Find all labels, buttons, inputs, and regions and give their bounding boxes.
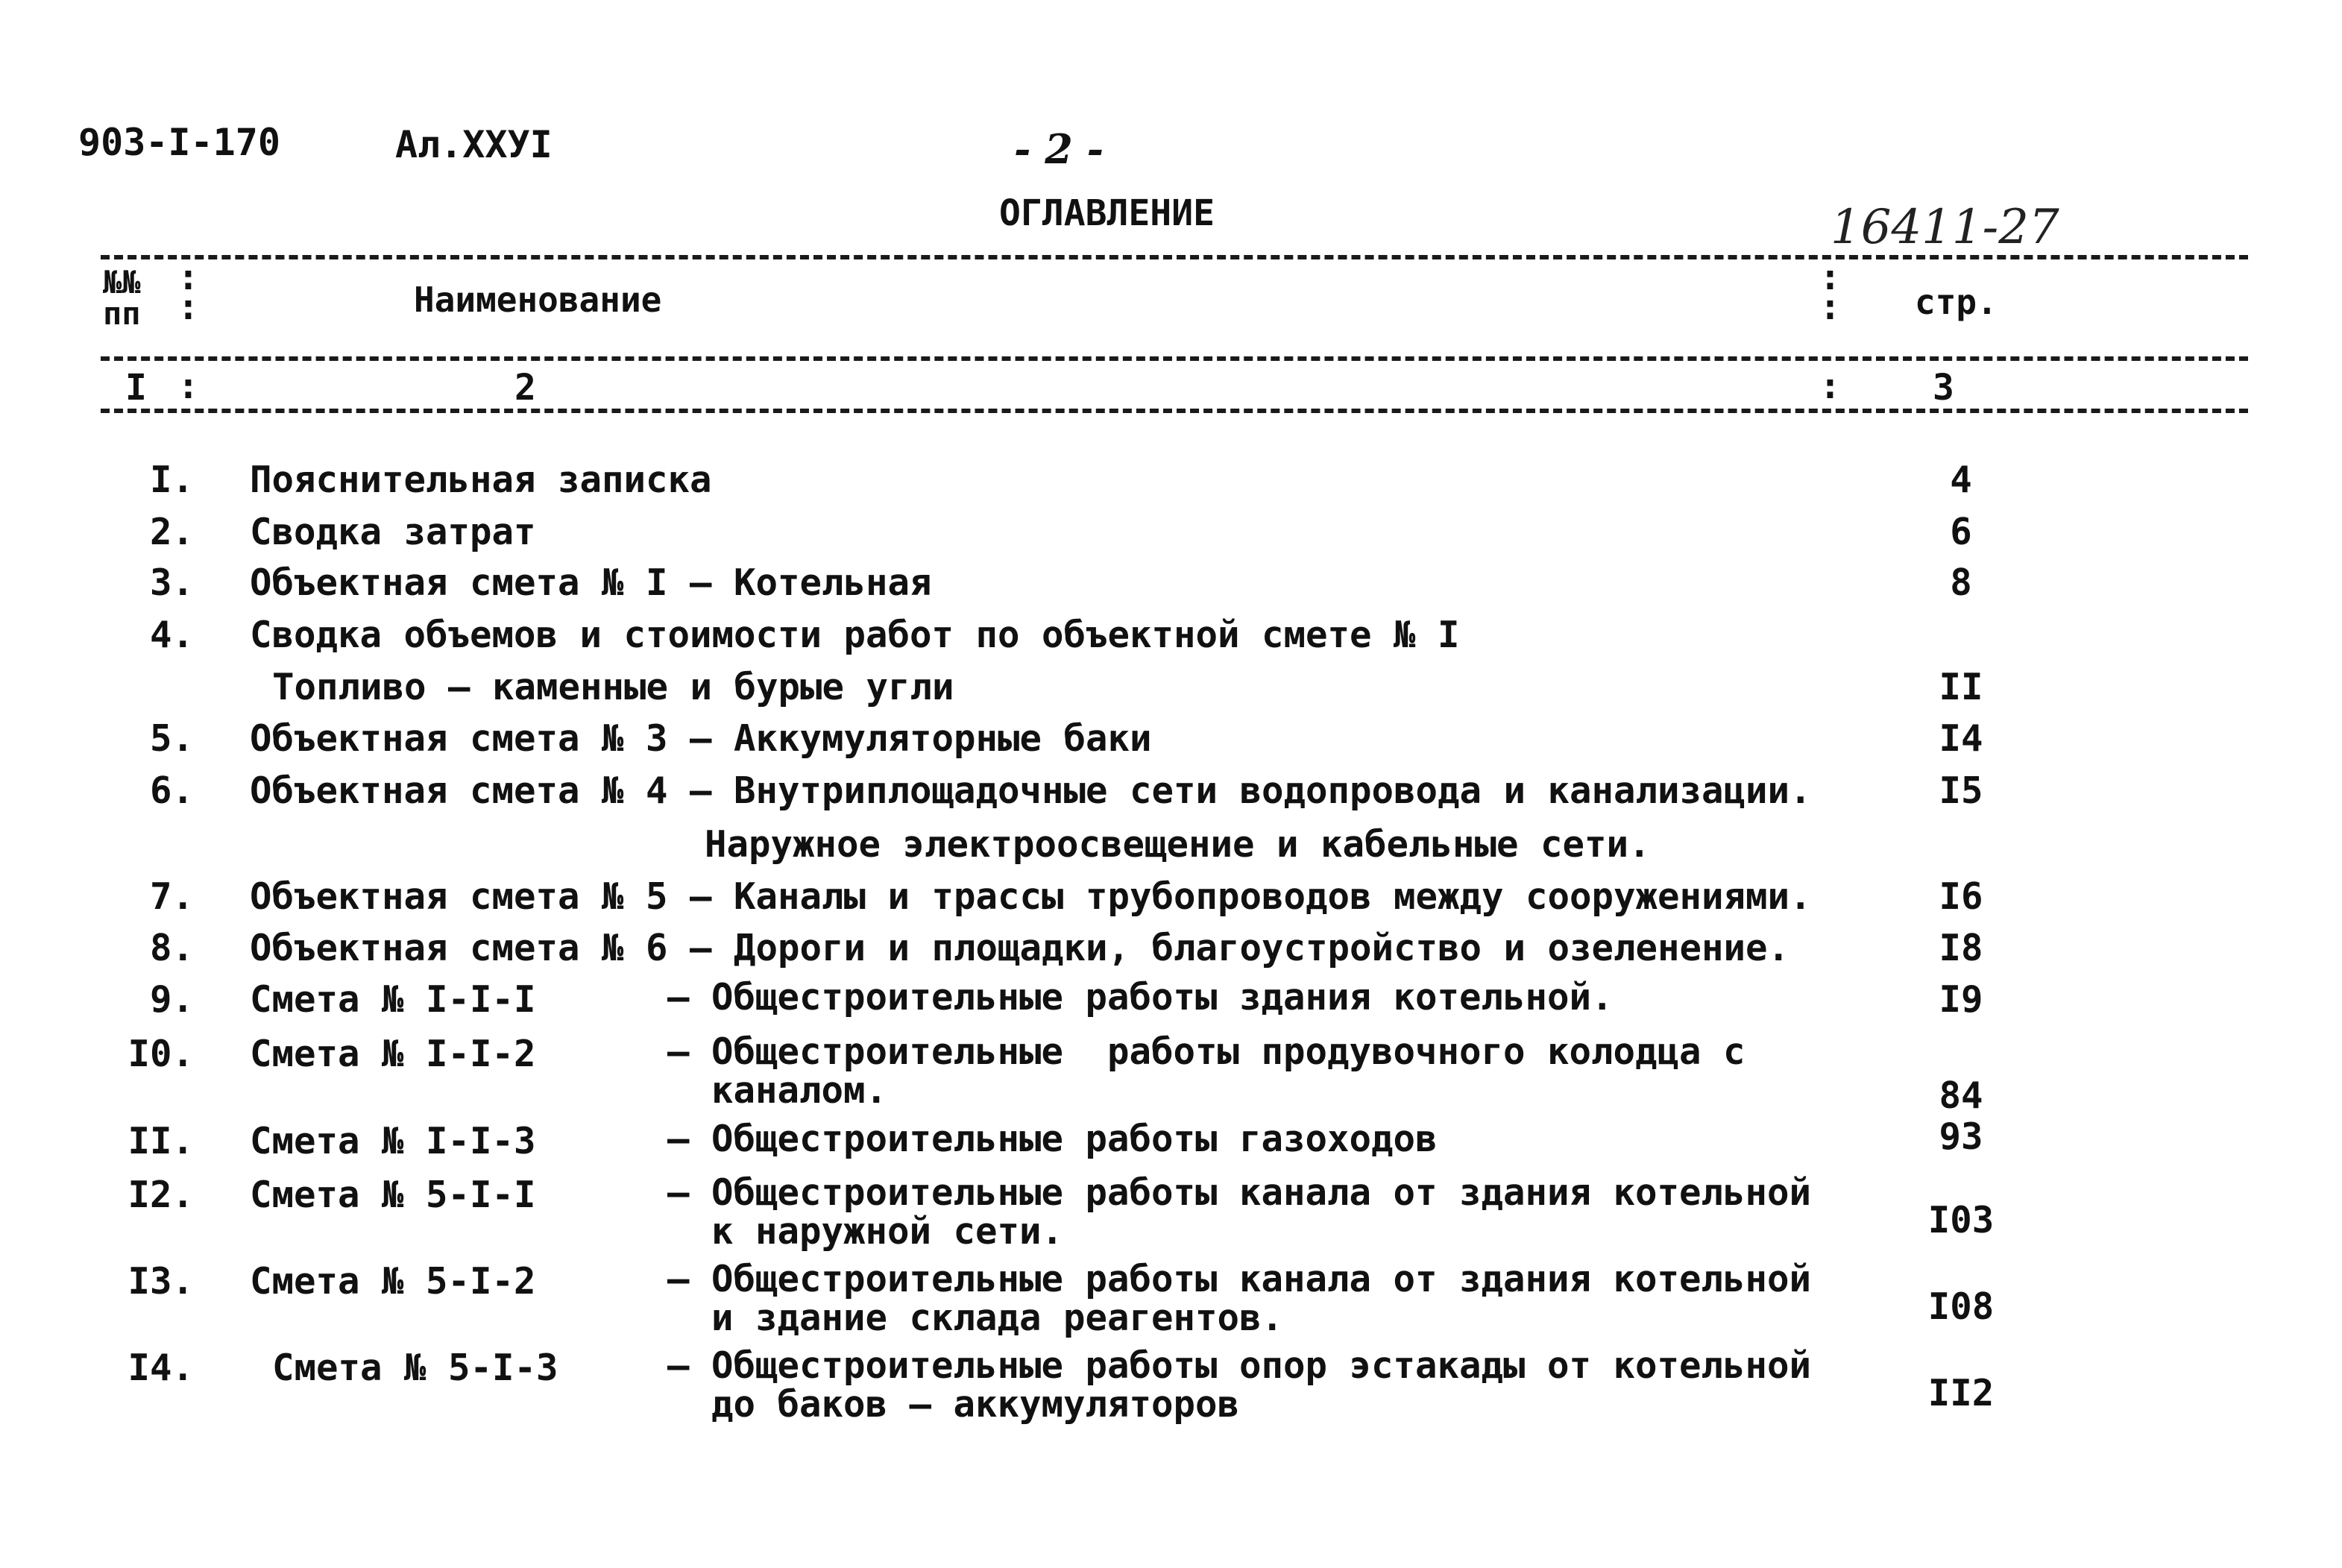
item-number: 4. xyxy=(149,614,194,656)
page-title: ОГЛАВЛЕНИЕ xyxy=(999,192,1215,234)
page-number: - 2 - xyxy=(1014,125,1104,173)
item-title: – Общестроительные работы опор эстакады от котельной до баков – аккумуляторов xyxy=(667,1344,1812,1426)
item-page: I4 xyxy=(1939,717,1983,760)
item-number: 6. xyxy=(149,769,194,812)
item-title: Сводка затрат xyxy=(250,511,536,553)
item-page: I03 xyxy=(1927,1199,1995,1241)
item-page: I8 xyxy=(1939,927,1983,969)
item-page: I08 xyxy=(1927,1285,1995,1328)
item-number: I3. xyxy=(128,1260,194,1303)
item-page: 8 xyxy=(1950,561,1972,604)
item-title: Сводка объемов и стоимости работ по объектной смете № I xyxy=(250,614,1460,656)
item-page: I9 xyxy=(1939,978,1983,1021)
item-title: Объектная смета № 6 – Дороги и площадки, благоустройство и озеленение. xyxy=(250,927,1790,969)
item-title: – Общестроительные работы здания котельной. xyxy=(667,976,1614,1018)
album-number: Ал.XXУI xyxy=(395,123,553,166)
handwritten-code: 16411-27 xyxy=(1831,200,2059,255)
item-number: I0. xyxy=(128,1033,194,1075)
item-title: Объектная смета № 4 – Внутриплощадочные сети водопровода и канализации. xyxy=(250,769,1812,812)
item-title: Объектная смета № 5 – Каналы и трассы трубопроводов между сооружениями. xyxy=(250,875,1812,918)
item-number: I. xyxy=(149,459,194,501)
column-separator: : : xyxy=(177,256,199,328)
item-title: Объектная смета № I – Котельная xyxy=(250,561,932,604)
item-number: 9. xyxy=(149,978,194,1021)
item-estimate: Смета № I-I-I xyxy=(250,978,536,1021)
item-page: I6 xyxy=(1939,875,1983,918)
item-title: – Общестроительные работы газоходов xyxy=(667,1118,1438,1160)
item-number: 3. xyxy=(149,561,194,604)
item-number: 2. xyxy=(149,511,194,553)
item-number: I4. xyxy=(128,1347,194,1389)
column-name-header: Наименование xyxy=(414,280,662,320)
item-number: 5. xyxy=(149,717,194,760)
item-estimate: Смета № I-I-3 xyxy=(250,1120,536,1162)
item-title: – Общестроительные работы канала от здания котельной к наружной сети. xyxy=(667,1171,1812,1253)
column-name-index: 2 xyxy=(514,367,536,409)
item-number: II. xyxy=(128,1120,194,1162)
item-title: Пояснительная записка xyxy=(250,459,712,501)
column-page-header: стр. xyxy=(1915,282,1998,322)
item-title: Объектная смета № 3 – Аккумуляторные баки xyxy=(250,717,1152,760)
item-page: I5 xyxy=(1939,769,1983,812)
column-separator: : xyxy=(177,365,199,407)
item-page: 4 xyxy=(1950,459,1972,501)
item-page: II2 xyxy=(1927,1372,1995,1414)
item-page: 93 xyxy=(1939,1115,1983,1158)
item-title: Наружное электроосвещение и кабельные сети. xyxy=(705,823,1651,866)
item-estimate: Смета № 5-I-I xyxy=(250,1174,536,1216)
item-estimate: Смета № 5-I-3 xyxy=(272,1347,558,1389)
item-page: II xyxy=(1939,666,1983,708)
column-number-header: №№ пп xyxy=(103,264,141,332)
item-page: 84 xyxy=(1939,1074,1983,1117)
item-page: 6 xyxy=(1950,511,1972,553)
item-title: – Общестроительные работы канала от здания котельной и здание склада реагентов. xyxy=(667,1258,1812,1339)
column-page-index: 3 xyxy=(1933,367,1954,409)
item-estimate: Смета № 5-I-2 xyxy=(250,1260,536,1303)
item-number: 8. xyxy=(149,927,194,969)
item-title: Топливо – каменные и бурые угли xyxy=(272,666,954,708)
item-number: 7. xyxy=(149,875,194,918)
item-estimate: Смета № I-I-2 xyxy=(250,1033,536,1075)
item-title: – Общестроительные работы продувочного колодца с каналом. xyxy=(667,1030,1746,1112)
document-code: 903-I-170 xyxy=(78,121,280,164)
column-number-index: I xyxy=(125,367,147,409)
column-separator: : xyxy=(1819,365,1841,407)
item-number: I2. xyxy=(128,1174,194,1216)
column-separator: : : xyxy=(1819,256,1841,328)
